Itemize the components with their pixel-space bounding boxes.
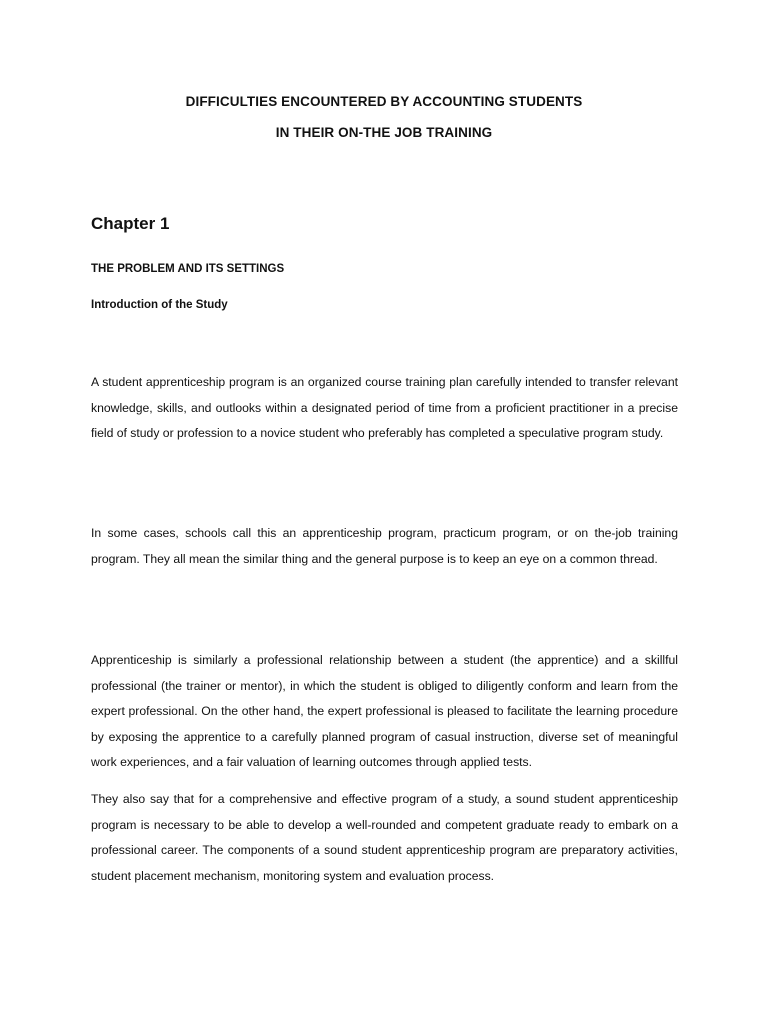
paragraph-1: A student apprenticeship program is an organized course training plan carefully intended to transfer relevant knowledge, skills, and outlooks within a designated period of time from a proficient practitioner in a precise field of study or profession to a novice student who preferably has completed a speculative program study.	[91, 375, 678, 441]
paragraph-2: In some cases, schools call this an apprenticeship program, practicum program, or on the-job training program. They all mean the similar thing and the general purpose is to keep an eye on a common thread.	[91, 526, 678, 566]
paragraph-4: They also say that for a comprehensive and effective program of a study, a sound student apprenticeship program is necessary to be able to develop a well-rounded and competent graduate ready to embark on a professional career. The components of a sound student apprenticeship program are preparatory activities, student placement mechanism, monitoring system and evaluation process.	[91, 792, 678, 883]
paragraph-3: Apprenticeship is similarly a professional relationship between a student (the apprentice) and a skillful professional (the trainer or mentor), in which the student is obliged to diligently conform and learn from the expert professional. On the other hand, the expert professional is pleased to facilitate the learning procedure by exposing the apprentice to a carefully planned program of casual instruction, diverse set of meaningful work experiences, and a fair valuation of learning outcomes through applied tests.	[91, 653, 678, 770]
document-title-line-1: DIFFICULTIES ENCOUNTERED BY ACCOUNTING STUDENTS	[185, 94, 583, 109]
section-heading: THE PROBLEM AND ITS SETTINGS	[91, 263, 285, 275]
document-title-line-2: IN THEIR ON-THE JOB TRAINING	[275, 125, 493, 140]
subsection-heading: Introduction of the Study	[91, 299, 228, 311]
chapter-heading: Chapter 1	[91, 214, 170, 233]
